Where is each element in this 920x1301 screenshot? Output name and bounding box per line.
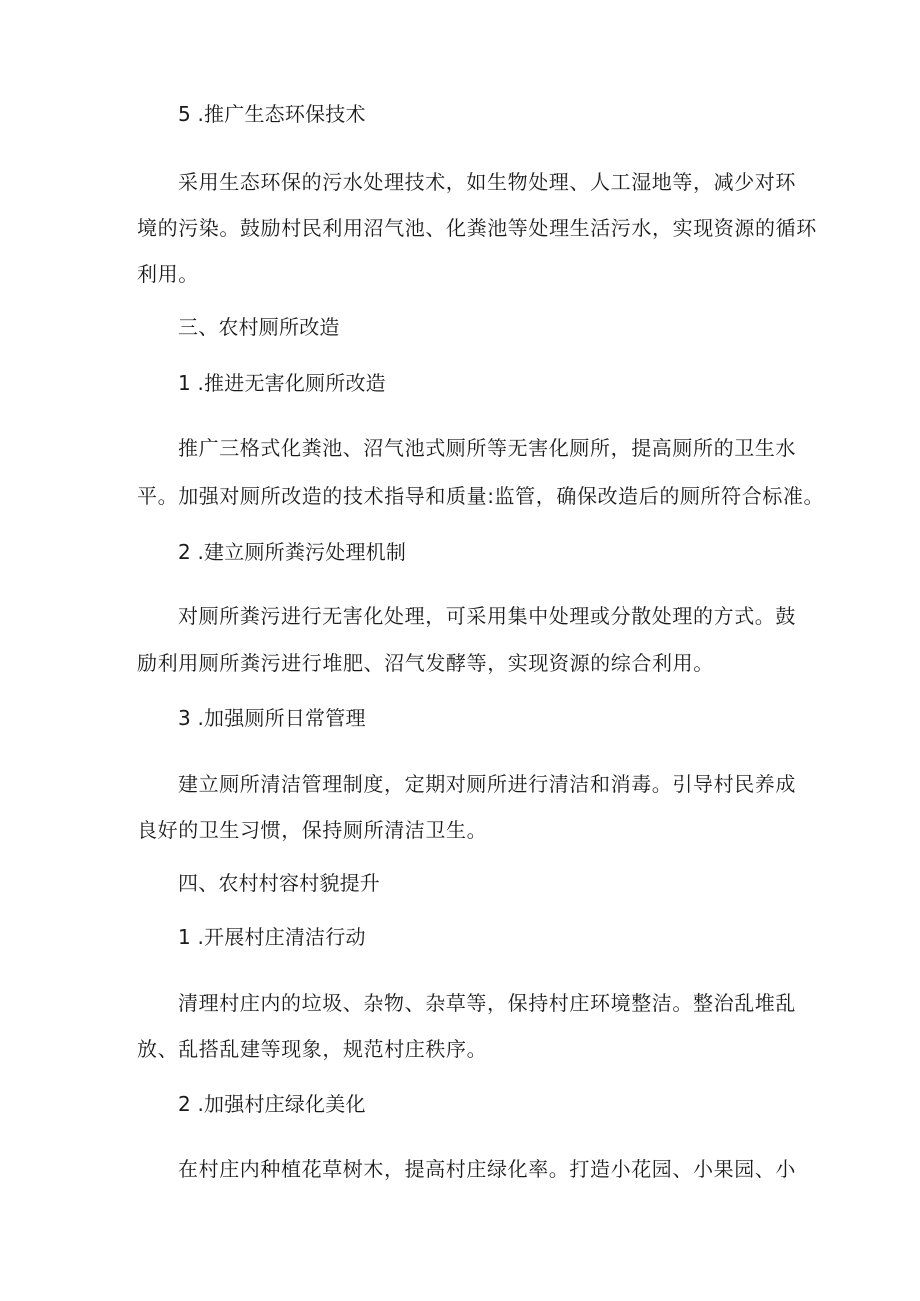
paragraph-line: 励利用厕所粪污进行堆肥、沼气发酵等，实现资源的综合利用。: [137, 651, 714, 675]
paragraph-line: 推广三格式化粪池、沼气池式厕所等无害化厕所，提高厕所的卫生水: [178, 436, 796, 460]
paragraph-line: 对厕所粪污进行无害化处理，可采用集中处理或分散处理的方式。鼓: [178, 604, 796, 628]
paragraph-line: 在村庄内种植花草树木，提高村庄绿化率。打造小花园、小果园、小: [178, 1157, 796, 1181]
paragraph-line: 利用。: [137, 262, 199, 286]
subsection-heading: 2 .建立厕所粪污处理机制: [178, 540, 407, 564]
paragraph-line: 境的污染。鼓励村民利用沼气池、化粪池等处理生活污水，实现资源的循环: [137, 216, 817, 240]
paragraph-line: 良好的卫生习惯，保持厕所清洁卫生。: [137, 818, 488, 842]
subsection-heading: 5 .推广生态环保技术: [178, 102, 366, 126]
paragraph-line: 建立厕所清洁管理制度，定期对厕所进行清洁和消毒。引导村民养成: [178, 772, 796, 796]
paragraph-line: 采用生态环保的污水处理技术，如生物处理、人工湿地等，减少对环: [178, 170, 796, 194]
paragraph-line: 平。加强对厕所改造的技术指导和质量:监管，确保改造后的厕所符合标准。: [137, 484, 825, 508]
section-heading: 三、农村厕所改造: [178, 315, 340, 339]
subsection-heading: 2 .加强村庄绿化美化: [178, 1092, 366, 1116]
paragraph-line: 放、乱搭乱建等现象，规范村庄秩序。: [137, 1037, 488, 1061]
section-heading: 四、农村村容村貌提升: [178, 871, 380, 895]
subsection-heading: 1 .推进无害化厕所改造: [178, 371, 386, 395]
subsection-heading: 3 .加强厕所日常管理: [178, 706, 366, 730]
subsection-heading: 1 .开展村庄清洁行动: [178, 925, 366, 949]
paragraph-line: 清理村庄内的垃圾、杂物、杂草等，保持村庄环境整洁。整治乱堆乱: [178, 991, 796, 1015]
